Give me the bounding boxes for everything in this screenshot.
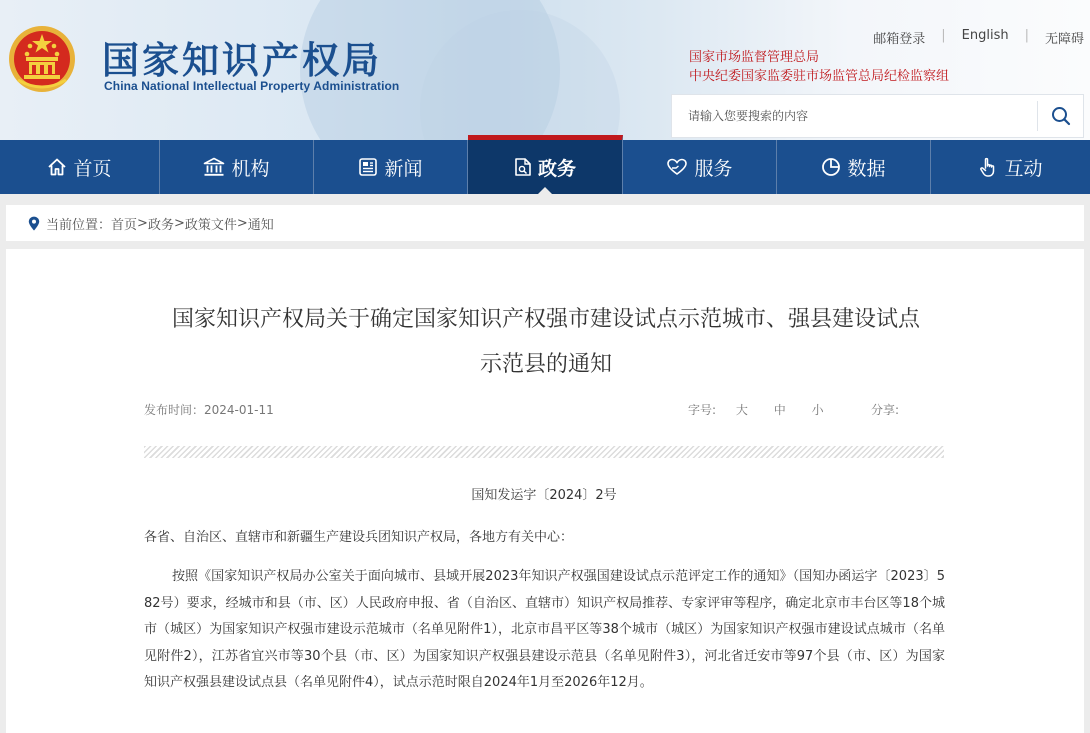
breadcrumb-home[interactable]: 首页 [111, 217, 138, 233]
nav-label: 新闻 [384, 157, 423, 180]
newspaper-icon [358, 157, 378, 177]
search-input[interactable] [672, 95, 1037, 137]
divider-hatch [144, 446, 944, 458]
breadcrumb-separator: > [137, 215, 148, 231]
top-links [857, 28, 1084, 47]
nav-item-news[interactable] [314, 140, 468, 194]
nav-item-interaction[interactable] [931, 140, 1090, 194]
breadcrumb-separator: > [236, 215, 248, 231]
document-number: 国知发运字〔2024〕2号 [471, 488, 617, 503]
divider: | [1024, 28, 1029, 43]
nav-label: 服务 [694, 157, 733, 180]
home-icon [47, 157, 67, 177]
location-pin-icon [28, 216, 40, 231]
nav-item-home[interactable] [0, 140, 160, 194]
article-title-line: 示范县的通知 [479, 352, 612, 377]
search-button[interactable] [1037, 101, 1083, 131]
site-title[interactable]: 国家知识产权局 [102, 39, 382, 82]
body-paragraph: 按照《国家知识产权局办公室关于面向城市、县域开展2023年知识产权强国建设试点示范评定工作的通知》（国知办函运字〔2023〕582号）要求，经城市和县（市、区）人民政府申报、省（自治区、直辖市）知识产权局推荐、专家评审等程序，确定北京市丰台区等18个城市（城区）为国家知识产权强市建设示范城市（名单见附件1），北京市昌平区等38个城市（城区）为国家知识产权强市建设试点城市（名单见附件2），江苏省宜兴市等30个县（市、区）为国家知识产权强县建设示范县（名单见附件3），河北省迁安市等97个县（市、区）为国家知识产权强县建设试点县（名单见附件4），试点示范时限自2024年1月至2026年12月。 [144, 569, 945, 690]
nav-item-institutions[interactable] [160, 140, 314, 194]
breadcrumb-notices[interactable]: 通知 [247, 217, 274, 233]
nav-label: 政务 [537, 157, 576, 180]
nav-label: 数据 [847, 157, 886, 180]
nav-item-government-affairs[interactable] [468, 135, 623, 194]
font-size-medium-button[interactable]: 中 [773, 403, 786, 417]
org-links [689, 48, 949, 86]
english-link[interactable]: English [961, 28, 1009, 43]
accessibility-link[interactable]: 无障碍 [1044, 32, 1084, 47]
publish-date-value: 2024-01-11 [204, 403, 274, 417]
breadcrumb-label: 当前位置： [46, 217, 112, 233]
nav-item-services[interactable] [623, 140, 777, 194]
site-header [0, 0, 1090, 140]
publish-date [144, 401, 274, 418]
site-subtitle: China National Intellectual Property Administration [104, 79, 400, 93]
publish-label: 发布时间： [144, 403, 205, 417]
font-size-small-button[interactable]: 小 [811, 403, 824, 417]
main-nav [0, 140, 1090, 194]
hand-pointer-icon [978, 156, 998, 178]
font-size-large-button[interactable]: 大 [735, 403, 748, 417]
article-title [126, 297, 966, 387]
document-icon [514, 157, 532, 177]
pie-chart-icon [821, 157, 841, 177]
nav-label: 互动 [1004, 157, 1043, 180]
font-size-controls [688, 401, 846, 418]
article-title-line: 国家知识产权局关于确定国家知识产权强市建设试点示范城市、强县建设试点 [171, 307, 920, 332]
search-icon [1051, 106, 1071, 126]
font-size-label: 字号: [688, 403, 717, 417]
divider: | [941, 28, 946, 43]
share-label: 分享: [871, 403, 900, 417]
breadcrumb-separator: > [173, 215, 185, 231]
breadcrumb [6, 205, 1084, 241]
active-indicator [538, 187, 552, 194]
nav-label: 机构 [231, 157, 270, 180]
heart-hand-icon [666, 157, 688, 177]
building-icon [203, 157, 225, 177]
article-panel [6, 249, 1084, 733]
search-box [671, 94, 1084, 138]
breadcrumb-policy-documents[interactable]: 政策文件 [184, 217, 237, 233]
salutation: 各省、自治区、直辖市和新疆生产建设兵团知识产权局，各地方有关中心： [144, 530, 574, 545]
mail-login-link[interactable]: 邮箱登录 [873, 32, 926, 47]
samr-link[interactable]: 国家市场监督管理总局 [689, 50, 820, 65]
breadcrumb-government-affairs[interactable]: 政务 [147, 217, 174, 233]
nav-label: 首页 [73, 157, 112, 180]
discipline-inspection-link[interactable]: 中央纪委国家监委驻市场监管总局纪检监察组 [689, 69, 950, 84]
national-emblem-icon[interactable] [8, 24, 76, 94]
nav-item-data[interactable] [777, 140, 931, 194]
